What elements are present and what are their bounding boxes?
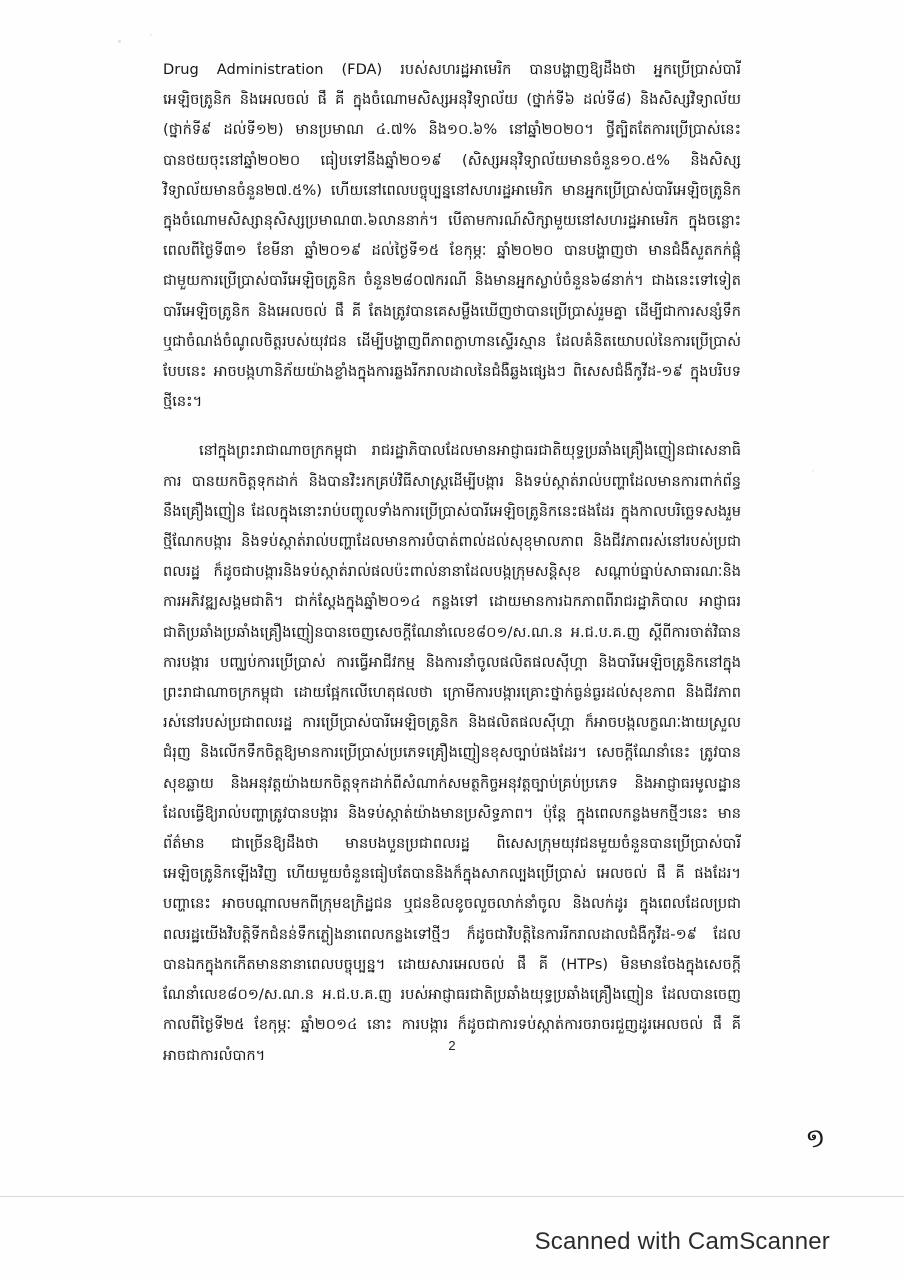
paragraph-2: នៅក្នុងព្រះរាជាណាចក្រកម្ពុជា រាជរដ្ឋាភិបាលដែលមានអាជ្ញាធរជាតិយុទ្ធប្រឆាំងគ្រឿងញៀនជាសេនាធិការ បានយកចិត្តទុកដាក់ និងបានវិះរកគ្រប់វិធីសាស្ត្រដើម្បីបង្ការ និងទប់ស្កាត់រាល់បញ្ហាដែលមានការពាក់ព័ន្ធនឹងគ្រឿងញៀន ដែលក្នុងនោះរាប់បញ្ចូលទាំងការប្រើប្រាស់បារីអេឡិចត្រូនិកនេះផងដែរ ក្នុងកាលបរិច្ឆេទសងរួមថ្មីណែកបង្ការ និងទប់ស្កាត់រាល់បញ្ហាដែលមានការបំបាត់ពាល់ដល់សុខុមាលភាព និងជីវភាពរស់នៅរបស់ប្រជាពលរដ្ឋ ក៏ដូចជាបង្ការនិងទប់ស្កាត់រាល់ផលប៉ះពាល់នានាដែលបង្កក្រុមសន្តិសុខ សណ្ដាប់ធ្នាប់សាធារណៈនិងការអភិវឌ្ឍសង្គមជាតិ។ ជាក់ស្ដែងក្នុងឆ្នាំ២០១៤ កន្លងទៅ ដោយមានការឯកភាពពីរាជរដ្ឋាភិបាល អាជ្ញាធរជាតិប្រឆាំងប្រឆាំងគ្រឿងញៀនបានចេញសេចក្ដីណែនាំលេខ៨០១/ស.ណ.ន អ.ជ.ប.គ.ញ ស្ដីពីការចាត់វិធានការបង្ការ បញ្ឈប់ការប្រើប្រាស់ ការធ្វើអាជីវកម្ម និងការនាំចូលផលិតផលស៊ីហ្គា និងបារីអេឡិចត្រូនិកនៅក្នុងព្រះរាជាណាចក្រកម្ពុជា ដោយផ្អែកលើហេតុផលថា ក្រោមីការបង្ការគ្រោះថ្នាក់ធ្ងន់ធ្ងរដល់សុខភាព និងជីវភាពរស់នៅរបស់ប្រជាពលរដ្ឋ ការប្រើប្រាស់បារីអេឡិចត្រូនិក និងផលិតផលស៊ីហ្គា ក៏អាចបង្កលក្ខណៈងាយស្រួល ជំរុញ និងលើកទឹកចិត្តឱ្យមានការប្រើប្រាស់ប្រភេទគ្រឿងញៀនខុសច្បាប់ផងដែរ។ សេចក្ដីណែនាំនេះ ត្រូវបានសុខឆ្លាយ និងអនុវត្តយ៉ាងយកចិត្តទុកដាក់ពីសំណាក់សមត្ថកិច្ចអនុវត្តច្បាប់គ្រប់ប្រភេទ និងអាជ្ញាធរមូលដ្ឋាន ដែលធ្វើឱ្យរាល់បញ្ហាត្រូវបានបង្ការ និងទប់ស្កាត់យ៉ាងមានប្រសិទ្ធភាព។ ប៉ុន្តែ ក្នុងពេលកន្លងមកថ្មីៗនេះ មានព័ត៌មាន ជាច្រើនឱ្យដឹងថា មានបងបួនប្រជាពលរដ្ឋ ពិសេសក្រុមយុវជនមួយចំនួនបានប្រើប្រាស់បារីអេឡិចត្រូនិកឡើងវិញ ហើយមួយចំនួនធៀបតែបាននិងក៏ក្នុងសាកល្បងប្រើប្រាស់ អេលចល់ ផឹ គី ផងដែរ។ បញ្ហានេះ អាចបណ្ដាលមកពីក្រុមឧក្រិដ្ឋជន ឬជនខិលខូចលួចលាក់នាំចូល និងលក់ដូរ ក្នុងពេលដែលប្រជាពលរដ្ឋយើងវិបត្តិទីកជំនន់ទឹកភ្លៀងនាពេលកន្លងទៅថ្មីៗ ក៏ដូចជាវិបត្តិនៃការរីករាលដាលជំងឺកូវីដ-១៩ ដែលបានឯកក្នុងកកើតមាននានាពេលបច្ចុប្បន្ន។ ដោយសារអេលចល់ ផឹ គី (HTPs) មិនមានចែងក្នុងសេចក្ដីណែនាំលេខ៨០១/ស.ណ.ន អ.ជ.ប.គ.ញ របស់អាជ្ញាធរជាតិប្រឆាំងយុទ្ធប្រឆាំងគ្រឿងញៀន ដែលបានចេញកាលពីថ្ងៃទី២៥ ខែកុម្ភៈ ឆ្នាំ២០១៤ នោះ ការបង្ការ ក៏ដូចជាការទប់ស្កាត់ការចរាចរជួញដូរអេលចល់ ផឹ គី អាចជាការលំបាក។ [163, 442, 741, 1064]
handwritten-mark: ១ [804, 1122, 828, 1156]
scan-speck-icon [812, 470, 814, 472]
scanner-credit: Scanned with CamScanner [534, 1228, 830, 1255]
scan-speck-icon [150, 34, 152, 36]
footer-divider [0, 1196, 904, 1197]
page-number: 2 [448, 1038, 456, 1053]
scan-speck-icon [118, 40, 121, 43]
paragraph-1: Drug Administration (FDA) របស់សហរដ្ឋអាមេរិក បានបង្ហាញឱ្យដឹងថា អ្នកប្រើប្រាស់បារីអេឡិចត្រូនិក និងអេលចល់ ផឹ គី ក្នុងចំណោមសិស្សអនុវិទ្យាល័យ (ថ្នាក់ទី៦ ដល់ទី៨) និងសិស្សវិទ្យាល័យ (ថ្នាក់ទី៩ ដល់ទី១២) មានប្រមាណ ៤.៧% និង១០.៦% នៅឆ្នាំ២០២០។ ថ្វីត្បិតតែការប្រើប្រាស់នេះ បានថយចុះនៅឆ្នាំ២០២០ ធៀបទៅនឹងឆ្នាំ២០១៩ (សិស្សអនុវិទ្យាល័យមានចំនួន១០.៥% និងសិស្សវិទ្យាល័យមានចំនួន២៧.៥%) ហើយនៅពេលបច្ចុប្បន្ននៅសហរដ្ឋអាមេរិក មានអ្នកប្រើប្រាស់បារីអេឡិចត្រូនិក ក្នុងចំណោមសិស្សានុសិស្សប្រមាណ៣.៦លាននាក់។ បើតាមការណ៍សិក្សាមួយនៅសហរដ្ឋអាមេរិក ក្នុងចន្លោះពេលពីថ្ងៃទី៣១ ខែមីនា ឆ្នាំ២០១៩ ដល់ថ្ងៃទី១៥ ខែកុម្ភៈ ឆ្នាំ២០២០ បានបង្ហាញថា មានជំងឺសួតកក់ផ្ពុំជាមួយការប្រើប្រាស់បារីអេឡិចត្រូនិក ចំនួន២៨០៧ករណី និងមានអ្នកស្លាប់ចំនួន៦៨នាក់។ ជាងនេះទៅទៀត បារីអេឡិចត្រូនិក និងអេលចល់ ផឹ គី តែងត្រូវបានគេសម្លឹងឃើញថាបានប្រើប្រាស់រួមគ្នា ដើម្បីជាការសន្សំទឹក ឬជាចំណង់ចំណូលចិត្តរបស់យុវជន ដើម្បីបង្ហាញពីភាពក្លាហានស្ទើរស្មាន ដែលគំនិតយោបល់នៃការប្រើប្រាស់បែបនេះ អាចបង្កហានិភ័យយ៉ាងខ្លាំងក្នុងការឆ្លងរីករាលដាលនៃជំងឺឆ្លងផ្សេងៗ ពិសេសជំងឺកូវីដ-១៩ ក្នុងបរិបទថ្មីនេះ។ [163, 61, 741, 411]
document-text-body [163, 55, 741, 1071]
